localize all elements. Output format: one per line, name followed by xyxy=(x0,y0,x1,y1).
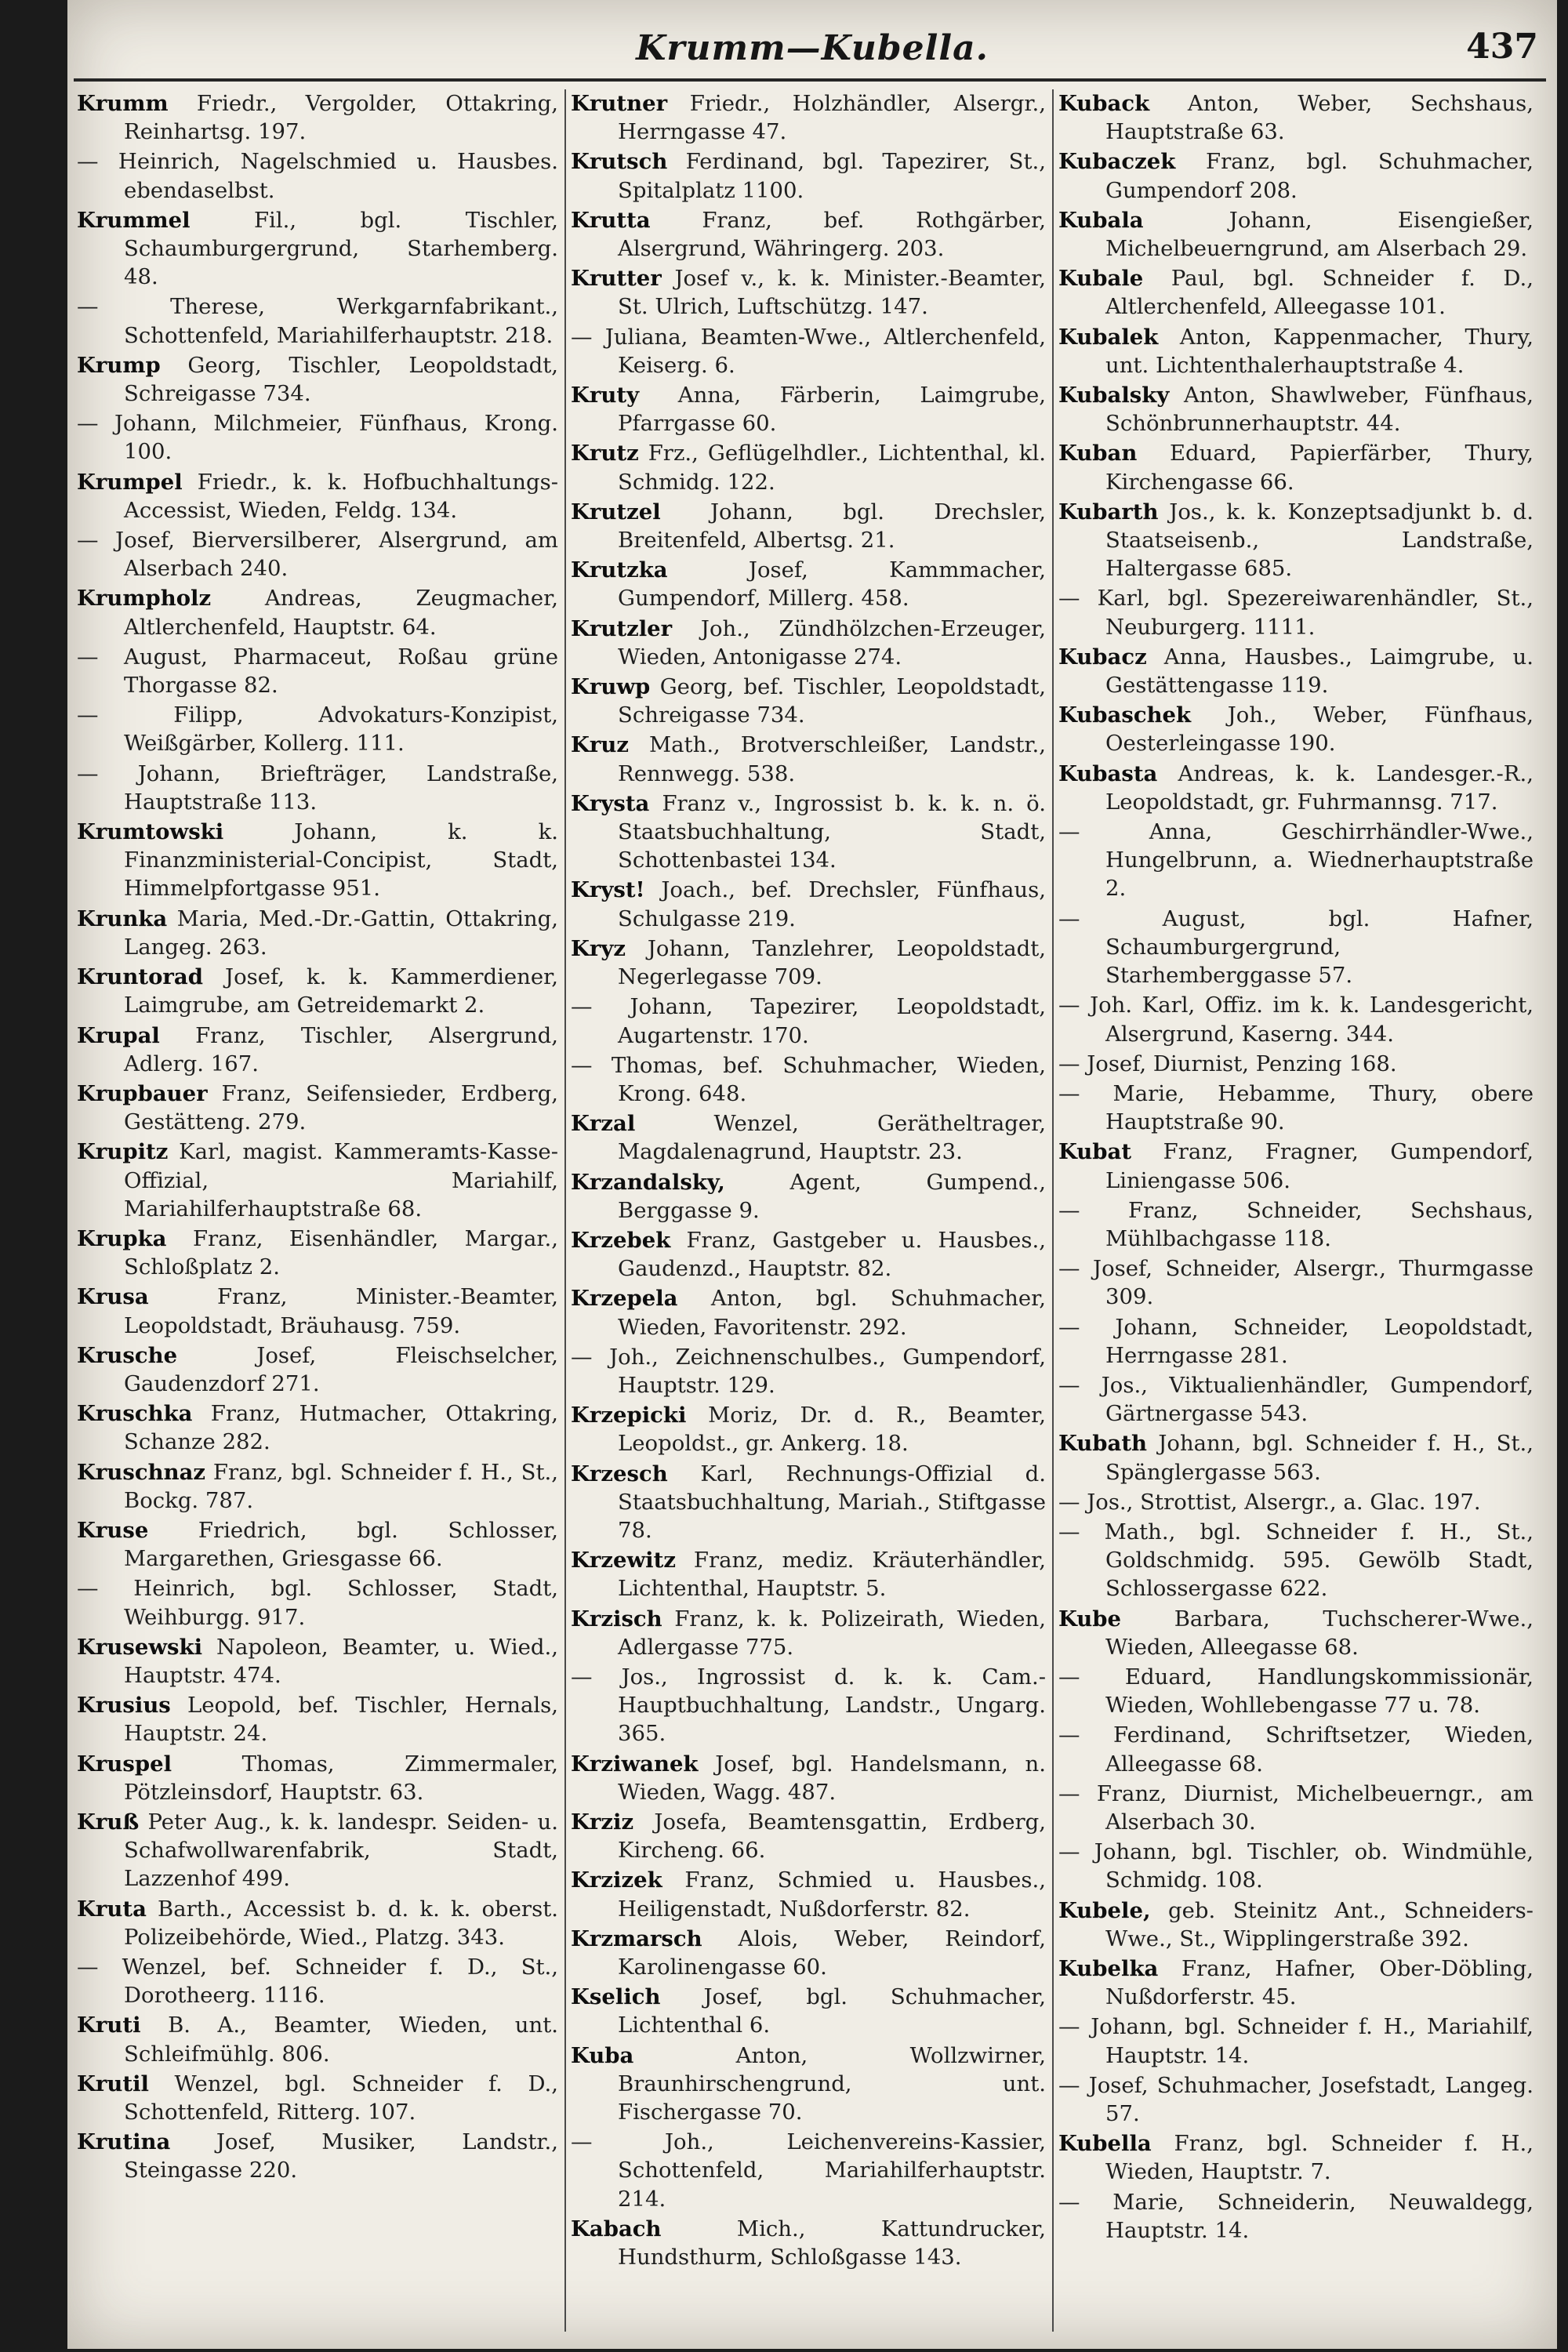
directory-entry xyxy=(1058,2129,1534,2186)
entry-surname: Krzesch xyxy=(571,1461,668,1486)
entry-surname: Kruß xyxy=(77,1809,140,1835)
directory-entry xyxy=(571,89,1046,146)
entry-surname: Krump xyxy=(77,352,161,378)
entry-details: Anton, Weber, Sechshaus, Hauptstraße 63. xyxy=(1105,91,1534,145)
entry-surname: Krysta xyxy=(571,790,650,816)
directory-entry xyxy=(1058,991,1534,1047)
entry-surname: Kruta xyxy=(77,1896,147,1922)
directory-entry xyxy=(571,1226,1046,1283)
directory-entry xyxy=(1058,1080,1534,1136)
entry-surname: Kabach xyxy=(571,2216,662,2241)
entry-surname: Kubacz xyxy=(1058,644,1147,670)
directory-entry xyxy=(1058,381,1534,437)
entry-details: Karl, Rechnungs-Offizial d. Staatsbuchhaltung, Mariah., Stiftgasse 78. xyxy=(618,1461,1046,1543)
entry-surname: Krzizek xyxy=(571,1867,662,1893)
entry-surname: Kruspel xyxy=(77,1751,172,1777)
page-header xyxy=(67,16,1557,71)
entry-surname: Kryst! xyxy=(571,877,645,903)
directory-entry xyxy=(571,1546,1046,1602)
directory-entry xyxy=(1058,1518,1534,1603)
entry-surname: Krutzel xyxy=(571,499,661,524)
directory-entry xyxy=(571,1983,1046,2039)
directory-entry xyxy=(1058,1050,1534,1078)
directory-entry xyxy=(77,1399,558,1456)
entry-details: Josef v., k. k. Minister.-Beamter, St. Ulrich, Luftschützg. 147. xyxy=(618,266,1046,320)
entry-surname: Kubaschek xyxy=(1058,702,1192,728)
directory-entry xyxy=(1058,701,1534,757)
directory-entry xyxy=(77,1808,558,1893)
entry-details: — Juliana, Beamten-Wwe., Altlerchenfeld, Keiserg. 6. xyxy=(571,324,1046,378)
directory-entry xyxy=(1058,1780,1534,1836)
entry-details: — Franz, Diurnist, Michelbeuerngr., am Alserbach 30. xyxy=(1058,1780,1534,1835)
entry-details: — Josef, Diurnist, Penzing 168. xyxy=(1058,1051,1397,1076)
entry-details: Franz, bgl. Schneider f. H., St., Bockg. 787. xyxy=(124,1459,558,1513)
entry-details: Franz, Tischler, Alsergrund, Adlerg. 167. xyxy=(124,1022,558,1076)
entry-details: — Marie, Hebamme, Thury, obere Hauptstraße 90. xyxy=(1058,1080,1534,1135)
entry-details: Anton, bgl. Schuhmacher, Wieden, Favoritenstr. 292. xyxy=(618,1286,1046,1340)
entry-details: Alois, Weber, Reindorf, Karolinengasse 60. xyxy=(618,1926,1046,1980)
directory-entry xyxy=(1058,905,1534,990)
directory-entry xyxy=(571,1925,1046,1981)
directory-entry xyxy=(77,1080,558,1136)
directory-entry xyxy=(77,409,558,466)
directory-entry xyxy=(571,1401,1046,1457)
entry-details: — Marie, Schneiderin, Neuwaldegg, Hauptstr. 14. xyxy=(1058,2189,1534,2243)
entry-details: Jos., k. k. Konzeptsadjunkt b. d. Staatseisenb., Landstraße, Haltergasse 685. xyxy=(1105,499,1534,582)
entry-details: — Josef, Schneider, Alsergr., Thurmgasse 309. xyxy=(1058,1256,1534,1310)
entry-surname: Krzal xyxy=(571,1111,636,1137)
entry-details: — Karl, bgl. Spezereiwarenhändler, St., Neuburgerg. 1111. xyxy=(1058,586,1534,640)
entry-surname: Kryz xyxy=(571,935,626,961)
entry-surname: Kubalsky xyxy=(1058,383,1170,408)
entry-surname: Krutzler xyxy=(571,615,673,641)
entry-details: — Joh., Leichenvereins-Kassier, Schottenfeld, Mariahilferhauptstr. 214. xyxy=(571,2129,1046,2212)
directory-entry xyxy=(1058,1313,1534,1370)
entry-surname: Krusewski xyxy=(77,1634,203,1660)
header-rule xyxy=(74,78,1546,82)
entry-surname: Krumm xyxy=(77,91,169,116)
directory-entry xyxy=(77,1225,558,1281)
entry-details: — Johann, Briefträger, Landstraße, Hauptstraße 113. xyxy=(77,760,558,815)
directory-entry xyxy=(571,1750,1046,1806)
directory-entry xyxy=(1058,1838,1534,1894)
directory-entry xyxy=(571,1866,1046,1922)
directory-entry xyxy=(1058,206,1534,263)
directory-entry xyxy=(77,2070,558,2126)
entry-details: — Johann, Tapezirer, Leopoldstadt, Augartenstr. 170. xyxy=(571,994,1046,1048)
entry-surname: Kubale xyxy=(1058,266,1144,292)
directory-entry xyxy=(77,1516,558,1573)
entry-details: — Johann, Milchmeier, Fünfhaus, Krong. 100. xyxy=(77,411,558,465)
entry-details: Johann, Tanzlehrer, Leopoldstadt, Negerlegasse 709. xyxy=(618,935,1046,990)
entry-surname: Kruschnaz xyxy=(77,1459,206,1485)
entry-details: Josef, Musiker, Landstr., Steingasse 220. xyxy=(124,2129,558,2183)
entry-details: Anna, Färberin, Laimgrube, Pfarrgasse 60. xyxy=(618,383,1046,437)
directory-entry xyxy=(571,1460,1046,1545)
directory-entry xyxy=(1058,584,1534,641)
entry-details: Georg, Tischler, Leopoldstadt, Schreigasse 734. xyxy=(124,352,558,407)
entry-details: Anton, Shawlweber, Fünfhaus, Schönbrunnerhauptstr. 44. xyxy=(1105,383,1534,437)
directory-entry xyxy=(571,789,1046,875)
entry-surname: Krupka xyxy=(77,1225,167,1251)
directory-entry xyxy=(77,526,558,583)
entry-details: Andreas, k. k. Landesger.-R., Leopoldstadt, gr. Fuhrmannsg. 717. xyxy=(1105,760,1534,815)
directory-entry xyxy=(571,147,1046,204)
entry-surname: Kubalek xyxy=(1058,324,1159,350)
entry-details: Franz, Schmied u. Hausbes., Heiligenstadt, Nußdorferstr. 82. xyxy=(618,1867,1046,1922)
directory-entry xyxy=(77,292,558,349)
entry-surname: Kuba xyxy=(571,2042,634,2068)
entry-details: Franz, Minister.-Beamter, Leopoldstadt, Bräuhausg. 759. xyxy=(124,1284,558,1338)
page-number: 437 xyxy=(1466,27,1538,67)
directory-entry xyxy=(77,89,558,146)
entry-details: Josef, k. k. Kammerdiener, Laimgrube, am Getreidemarkt 2. xyxy=(124,964,558,1018)
directory-entry xyxy=(571,498,1046,554)
entry-details: Ferdinand, bgl. Tapezirer, St., Spitalplatz 1100. xyxy=(618,149,1047,203)
entry-details: Mich., Kattundrucker, Hundsthurm, Schloßgasse 143. xyxy=(618,2216,1046,2270)
entry-details: Paul, bgl. Schneider f. D., Altlerchenfeld, Alleegasse 101. xyxy=(1105,266,1534,320)
directory-entry xyxy=(77,1341,558,1398)
entry-surname: Kubat xyxy=(1058,1139,1132,1165)
directory-entry xyxy=(77,147,558,204)
entry-details: Franz, Fragner, Gumpendorf, Liniengasse 506. xyxy=(1105,1139,1534,1193)
directory-entry xyxy=(1058,147,1534,204)
entry-details: Moriz, Dr. d. R., Beamter, Leopoldst., gr. Ankerg. 18. xyxy=(618,1403,1046,1457)
entry-surname: Krutzka xyxy=(571,557,668,583)
directory-entry xyxy=(1058,323,1534,379)
directory-entry xyxy=(77,1022,558,1078)
entry-surname: Krutner xyxy=(571,91,668,116)
entry-surname: Kubala xyxy=(1058,207,1144,233)
entry-details: — Heinrich, Nagelschmied u. Hausbes. ebendaselbst. xyxy=(77,149,558,203)
directory-entry xyxy=(77,468,558,524)
entry-details: Andreas, Zeugmacher, Altlerchenfeld, Hauptstr. 64. xyxy=(124,586,558,640)
entry-details: Josef, Kammmacher, Gumpendorf, Millerg. 458. xyxy=(618,557,1046,612)
entry-surname: Krumpholz xyxy=(77,586,212,612)
directory-entry xyxy=(1058,498,1534,583)
entry-surname: Kruntorad xyxy=(77,964,203,990)
directory-entry xyxy=(1058,2071,1534,2128)
entry-details: — Johann, Schneider, Leopoldstadt, Herrngasse 281. xyxy=(1058,1314,1534,1368)
entry-details: — Ferdinand, Schriftsetzer, Wieden, Alleegasse 68. xyxy=(1058,1722,1534,1777)
directory-entry xyxy=(1058,818,1534,903)
entry-details: Franz, mediz. Kräuterhändler, Lichtenthal, Hauptstr. 5. xyxy=(618,1548,1046,1602)
directory-entry xyxy=(571,731,1046,787)
entry-details: Anna, Hausbes., Laimgrube, u. Gestättengasse 119. xyxy=(1105,644,1534,699)
directory-entry xyxy=(571,264,1046,321)
directory-entry xyxy=(1058,1663,1534,1719)
entry-surname: Krutina xyxy=(77,2129,171,2155)
entry-surname: Krumtowski xyxy=(77,819,224,845)
entry-details: Barbara, Tuchscherer-Wwe., Wieden, Alleegasse 68. xyxy=(1105,1606,1534,1660)
entry-details: — Filipp, Advokaturs-Konzipist, Weißgärber, Kollerg. 111. xyxy=(77,702,558,757)
entry-details: — Joh. Karl, Offiz. im k. k. Landesgericht, Alsergrund, Kaserng. 344. xyxy=(1058,993,1534,1047)
entry-surname: Kubella xyxy=(1058,2131,1152,2157)
entry-surname: Krzisch xyxy=(571,1606,662,1632)
entry-details: Franz, bgl. Schuhmacher, Gumpendorf 208. xyxy=(1105,149,1534,203)
directory-entry xyxy=(77,206,558,292)
entry-details: Anton, Wollzwirner, Braunhirschengrund, unt. Fischergasse 70. xyxy=(618,2042,1046,2125)
directory-entry xyxy=(571,1168,1046,1225)
directory-entry xyxy=(77,760,558,816)
directory-entry xyxy=(77,643,558,699)
entry-details: Joach., bef. Drechsler, Fünfhaus, Schulgasse 219. xyxy=(618,877,1046,931)
directory-entry xyxy=(571,935,1046,991)
entry-surname: Krzebek xyxy=(571,1227,671,1253)
entry-surname: Krutil xyxy=(77,2071,149,2096)
entry-details: Franz, k. k. Polizeirath, Wieden, Adlergasse 775. xyxy=(618,1606,1046,1660)
entry-details: Friedr., k. k. Hofbuchhaltungs-Accessist, Wieden, Feldg. 134. xyxy=(124,469,558,523)
directory-entry xyxy=(1058,1254,1534,1311)
entry-details: Franz v., Ingrossist b. k. k. n. ö. Staatsbuchhaltung, Stadt, Schottenbastei 134. xyxy=(618,790,1046,873)
entry-details: Franz, Gastgeber u. Hausbes., Gaudenzd., Hauptstr. 82. xyxy=(618,1227,1047,1282)
entry-surname: Krutter xyxy=(571,266,662,292)
entry-details: Franz, Hafner, Ober-Döbling, Nußdorferstr. 45. xyxy=(1105,1956,1534,2010)
entry-details: — August, Pharmaceut, Roßau grüne Thorgasse 82. xyxy=(77,644,558,699)
entry-surname: Kuback xyxy=(1058,91,1150,116)
directory-entry xyxy=(77,1458,558,1515)
directory-entry xyxy=(77,1953,558,2009)
directory-entry xyxy=(1058,2188,1534,2245)
directory-entry xyxy=(1058,1138,1534,1194)
entry-surname: Kruty xyxy=(571,383,640,408)
column-middle xyxy=(564,89,1052,2332)
entry-details: Thomas, Zimmermaler, Pötzleinsdorf, Hauptstr. 63. xyxy=(124,1751,558,1805)
directory-entry xyxy=(1058,1196,1534,1253)
entry-surname: Krummel xyxy=(77,207,191,233)
directory-entry xyxy=(571,615,1046,671)
entry-details: — Math., bgl. Schneider f. H., St., Goldschmidg. 595. Gewölb Stadt, Schlossergasse 622. xyxy=(1058,1519,1534,1602)
entry-details: — Heinrich, bgl. Schlosser, Stadt, Weihburgg. 917. xyxy=(77,1576,558,1630)
directory-entry xyxy=(77,1750,558,1806)
entry-details: Josef, Fleischselcher, Gaudenzdorf 271. xyxy=(124,1342,558,1396)
entry-details: Johann, Eisengießer, Michelbeuerngrund, am Alserbach 29. xyxy=(1105,207,1534,262)
directory-entry xyxy=(1058,1896,1534,1953)
directory-page xyxy=(67,0,1557,2349)
entry-surname: Krusche xyxy=(77,1342,178,1368)
entry-details: Friedr., Holzhändler, Alsergr., Herrngasse 47. xyxy=(618,91,1046,145)
directory-entry xyxy=(571,323,1046,379)
directory-entry xyxy=(77,701,558,757)
entry-details: — Therese, Werkgarnfabrikant., Schottenfeld, Mariahilferhauptstr. 218. xyxy=(77,294,558,348)
directory-columns xyxy=(77,89,1541,2332)
entry-details: Friedr., Vergolder, Ottakring, Reinhartsg. 197. xyxy=(124,91,558,145)
entry-surname: Kubasta xyxy=(1058,760,1158,786)
entry-details: Josefa, Beamtensgattin, Erdberg, Kircheng. 66. xyxy=(618,1809,1046,1864)
directory-entry xyxy=(571,556,1046,612)
entry-surname: Krusius xyxy=(77,1693,171,1719)
entry-details: Johann, bgl. Drechsler, Breitenfeld, Albertsg. 21. xyxy=(618,499,1046,554)
entry-details: — Josef, Bierversilberer, Alsergrund, am Alserbach 240. xyxy=(77,528,558,582)
directory-entry xyxy=(77,1138,558,1223)
directory-entry xyxy=(1058,2013,1534,2069)
entry-details: Georg, bef. Tischler, Leopoldstadt, Schreigasse 734. xyxy=(618,674,1046,728)
entry-details: Friedrich, bgl. Schlosser, Margarethen, Griesgasse 66. xyxy=(124,1517,559,1572)
directory-entry xyxy=(571,2215,1046,2271)
entry-details: B. A., Beamter, Wieden, unt. Schleifmühlg. 806. xyxy=(124,2013,558,2067)
directory-entry xyxy=(571,206,1046,263)
entry-details: Franz, bgl. Schneider f. H., Wieden, Hauptstr. 7. xyxy=(1105,2131,1534,2185)
directory-entry xyxy=(571,1051,1046,1108)
entry-surname: Kruwp xyxy=(571,674,651,700)
directory-entry xyxy=(1058,1721,1534,1777)
entry-surname: Kselich xyxy=(571,1984,661,2010)
entry-details: — Eduard, Handlungskommissionär, Wieden, Wohllebengasse 77 u. 78. xyxy=(1058,1664,1534,1719)
entry-surname: Krutz xyxy=(571,441,639,466)
entry-details: Agent, Gumpend., Berggasse 9. xyxy=(618,1169,1046,1223)
entry-details: geb. Steinitz Ant., Schneiders-Wwe., St., Wipplingerstraße 392. xyxy=(1105,1897,1534,1951)
directory-entry xyxy=(571,1605,1046,1661)
directory-entry xyxy=(571,673,1046,729)
entry-surname: Kruse xyxy=(77,1517,149,1543)
entry-surname: Kubarth xyxy=(1058,499,1159,524)
entry-surname: Kuban xyxy=(1058,441,1138,466)
entry-details: — Jos., Viktualienhändler, Gumpendorf, Gärtnergasse 543. xyxy=(1058,1372,1534,1427)
directory-entry xyxy=(1058,1429,1534,1486)
directory-entry xyxy=(1058,1605,1534,1661)
directory-entry xyxy=(77,1283,558,1339)
entry-details: — Thomas, bef. Schuhmacher, Wieden, Krong. 648. xyxy=(571,1052,1046,1106)
entry-details: Frz., Geflügelhdler., Lichtenthal, kl. Schmidg. 122. xyxy=(618,441,1046,495)
entry-surname: Kubelka xyxy=(1058,1956,1159,1981)
entry-details: — Jos., Strottist, Alsergr., a. Glac. 197. xyxy=(1058,1489,1481,1515)
entry-surname: Krzandalsky, xyxy=(571,1169,725,1195)
entry-details: Josef, bgl. Schuhmacher, Lichtenthal 6. xyxy=(618,1984,1047,2038)
entry-surname: Kubaczek xyxy=(1058,149,1176,175)
entry-details: Joh., Zündhölzchen-Erzeuger, Wieden, Antonigasse 274. xyxy=(618,615,1046,670)
entry-details: — Anna, Geschirrhändler-Wwe., Hungelbrunn, a. Wiednerhauptstraße 2. xyxy=(1058,819,1534,902)
directory-entry xyxy=(77,1691,558,1748)
entry-details: Johann, k. k. Finanzministerial-Concipist, Stadt, Himmelpfortgasse 951. xyxy=(124,819,558,902)
entry-details: Karl, magist. Kammeramts-Kasse-Offizial, Mariahilf, Mariahilferhauptstraße 68. xyxy=(124,1139,558,1221)
entry-details: — Josef, Schuhmacher, Josefstadt, Langeg. 57. xyxy=(1058,2072,1534,2127)
entry-surname: Kruz xyxy=(571,732,630,758)
entry-details: — Joh., Zeichnenschulbes., Gumpendorf, Hauptstr. 129. xyxy=(571,1344,1046,1398)
directory-entry xyxy=(77,818,558,903)
entry-details: Franz, Hutmacher, Ottakring, Schanze 282. xyxy=(124,1401,558,1455)
entry-details: Peter Aug., k. k. landespr. Seiden- u. Schafwollwarenfabrik, Stadt, Lazzenhof 499. xyxy=(124,1809,558,1892)
directory-entry xyxy=(571,993,1046,1049)
entry-surname: Krupitz xyxy=(77,1139,169,1165)
entry-surname: Krupal xyxy=(77,1022,160,1048)
entry-details: — Franz, Schneider, Sechshaus, Mühlbachgasse 118. xyxy=(1058,1197,1534,1251)
entry-details: Wenzel, bgl. Schneider f. D., Schottenfeld, Ritterg. 107. xyxy=(124,2071,558,2125)
column-right xyxy=(1052,89,1540,2332)
entry-surname: Krutsch xyxy=(571,149,668,175)
directory-entry xyxy=(77,351,558,408)
directory-entry xyxy=(1058,1955,1534,2011)
directory-entry xyxy=(77,2011,558,2067)
directory-entry xyxy=(571,1663,1046,1748)
entry-details: Johann, bgl. Schneider f. H., St., Spänglergasse 563. xyxy=(1105,1431,1534,1485)
directory-entry xyxy=(571,1343,1046,1399)
column-left xyxy=(77,89,564,2332)
entry-details: Math., Brotverschleißer, Landstr., Rennwegg. 538. xyxy=(618,732,1047,786)
entry-surname: Krziwanek xyxy=(571,1751,699,1777)
directory-entry xyxy=(77,1895,558,1951)
directory-entry xyxy=(77,584,558,641)
directory-entry xyxy=(77,905,558,961)
entry-details: Wenzel, Gerätheltrager, Magdalenagrund, Hauptstr. 23. xyxy=(618,1111,1046,1165)
entry-details: — August, bgl. Hafner, Schaumburgergrund, Starhemberggasse 57. xyxy=(1058,906,1534,989)
entry-details: Franz, Eisenhändler, Margar., Schloßplatz 2. xyxy=(124,1225,558,1280)
directory-entry xyxy=(1058,1488,1534,1516)
directory-entry xyxy=(1058,89,1534,146)
entry-surname: Kubele, xyxy=(1058,1897,1151,1923)
entry-details: — Johann, bgl. Tischler, ob. Windmühle, Schmidg. 108. xyxy=(1058,1839,1534,1893)
entry-surname: Krzewitz xyxy=(571,1548,676,1573)
entry-details: — Johann, bgl. Schneider f. H., Mariahilf, Hauptstr. 14. xyxy=(1058,2014,1534,2068)
directory-entry xyxy=(1058,264,1534,321)
directory-entry xyxy=(1058,439,1534,495)
directory-entry xyxy=(1058,760,1534,816)
entry-details: Napoleon, Beamter, u. Wied., Hauptstr. 474. xyxy=(124,1634,558,1688)
entry-surname: Kruschka xyxy=(77,1401,193,1427)
entry-surname: Krzepela xyxy=(571,1286,678,1312)
directory-entry xyxy=(1058,1371,1534,1428)
entry-surname: Krzmarsch xyxy=(571,1926,702,1951)
entry-surname: Krzepicki xyxy=(571,1403,687,1428)
entry-details: Eduard, Papierfärber, Thury, Kirchengasse 66. xyxy=(1105,441,1534,495)
directory-entry xyxy=(77,2128,558,2184)
directory-entry xyxy=(571,1109,1046,1166)
entry-details: Barth., Accessist b. d. k. k. oberst. Polizeibehörde, Wied., Platzg. 343. xyxy=(124,1896,558,1950)
entry-details: Anton, Kappenmacher, Thury, unt. Lichtenthalerhauptstraße 4. xyxy=(1105,324,1534,378)
directory-entry xyxy=(571,2128,1046,2213)
directory-entry xyxy=(571,439,1046,495)
entry-details: Maria, Med.-Dr.-Gattin, Ottakring, Langeg. 263. xyxy=(124,906,558,960)
entry-surname: Krunka xyxy=(77,906,168,931)
entry-surname: Kube xyxy=(1058,1606,1122,1632)
entry-surname: Krusa xyxy=(77,1284,149,1310)
entry-surname: Krumpel xyxy=(77,469,183,495)
entry-details: Fil., bgl. Tischler, Schaumburgergrund, Starhemberg. 48. xyxy=(124,207,558,290)
running-head: Krumm—Kubella. xyxy=(636,28,989,68)
entry-surname: Krziz xyxy=(571,1809,634,1835)
entry-surname: Kruti xyxy=(77,2013,141,2038)
directory-entry xyxy=(571,1284,1046,1341)
entry-details: Josef, bgl. Handelsmann, n. Wieden, Wagg. 487. xyxy=(618,1751,1046,1805)
entry-surname: Krutta xyxy=(571,207,651,233)
directory-entry xyxy=(77,1633,558,1690)
directory-entry xyxy=(1058,643,1534,699)
entry-details: Franz, Seifensieder, Erdberg, Gestätteng. 279. xyxy=(124,1080,558,1135)
entry-details: — Jos., Ingrossist d. k. k. Cam.-Hauptbuchhaltung, Landstr., Ungarg. 365. xyxy=(571,1664,1046,1747)
directory-entry xyxy=(571,2042,1046,2127)
directory-entry xyxy=(77,963,558,1019)
entry-details: Leopold, bef. Tischler, Hernals, Hauptstr. 24. xyxy=(124,1693,558,1747)
entry-details: Joh., Weber, Fünfhaus, Oesterleingasse 190. xyxy=(1105,702,1534,757)
directory-entry xyxy=(77,1574,558,1631)
directory-entry xyxy=(571,1808,1046,1864)
directory-entry xyxy=(571,876,1046,932)
directory-entry xyxy=(571,381,1046,437)
entry-surname: Krupbauer xyxy=(77,1080,208,1106)
entry-details: — Wenzel, bef. Schneider f. D., St., Dorotheerg. 1116. xyxy=(77,1955,558,2009)
entry-details: Franz, bef. Rothgärber, Alsergrund, Währingerg. 203. xyxy=(618,207,1046,262)
entry-surname: Kubath xyxy=(1058,1431,1148,1457)
